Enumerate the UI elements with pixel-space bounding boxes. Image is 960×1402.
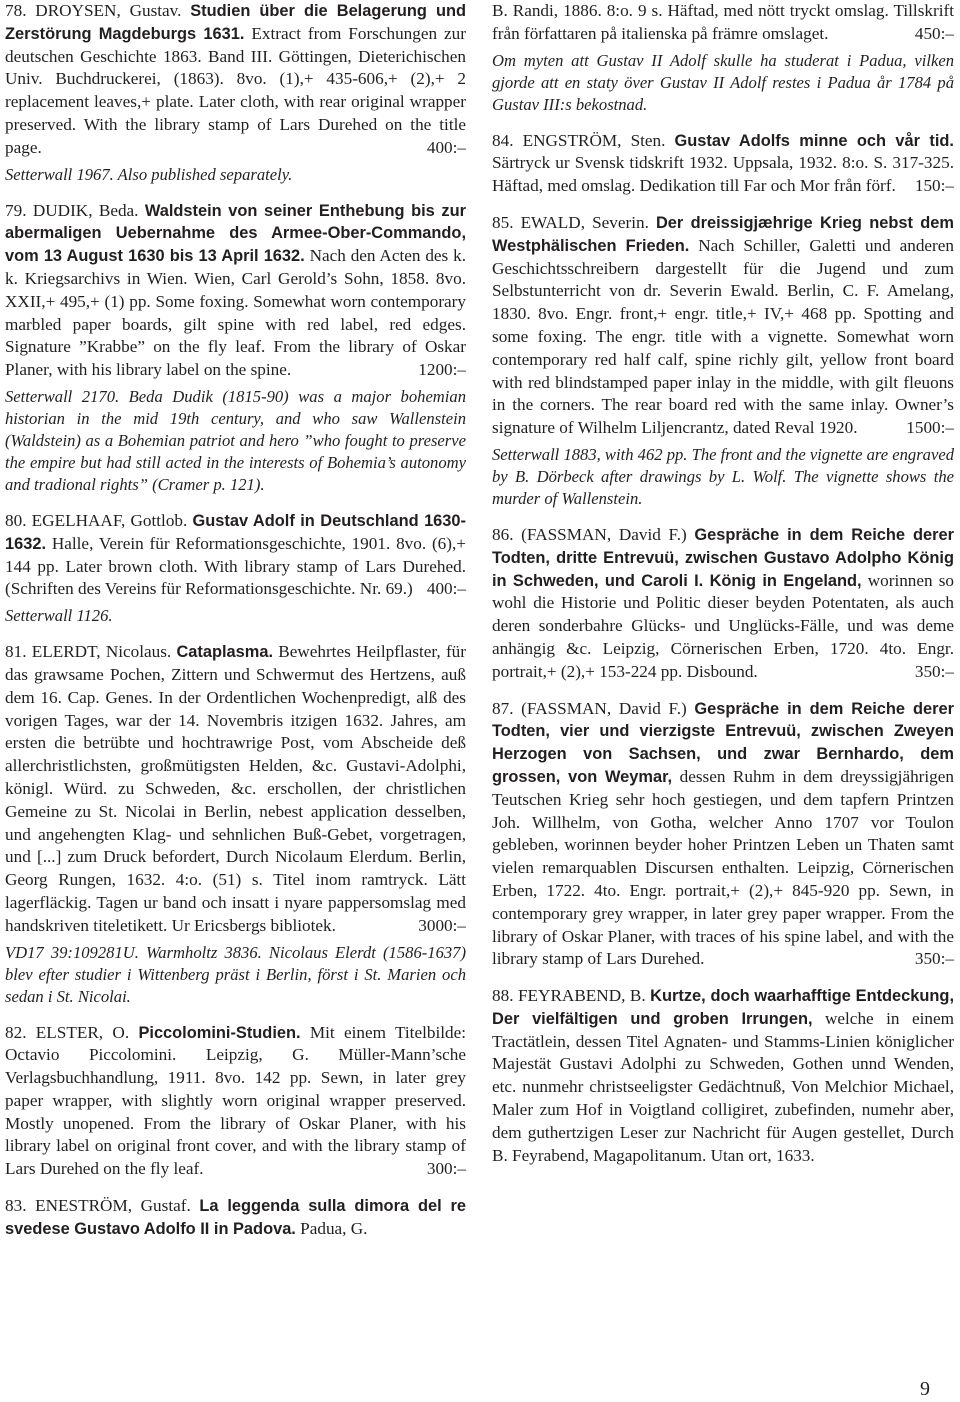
entry-heading: 85. EWALD, Severin.	[492, 212, 656, 232]
entry-heading: 84. ENGSTRÖM, Sten.	[492, 130, 675, 150]
catalogue-entry	[5, 200, 466, 496]
entry-text	[5, 510, 466, 601]
entry-body: welche in einem Tractätlein, dessen Titel Agnaten- und Stamms-Linien königlicher Majestät Gustavi Adolphi zu Schweden, Gothen unnd Wenden, etc. nunmehr christseeligster Gedächtnuß, Von Melchior Michael, Maler zum Hof in Voigtland colligiret, zubefinden, numehr aber, dem guthertzigen Leser zur Nachricht für Augen gestellet, Durch B. Feyrabend, Magapolitanum. Utan ort, 1633.	[492, 1008, 954, 1165]
entry-note: Setterwall 1126.	[5, 606, 113, 626]
entry-body: Bewehrtes Heilpflaster, für das grawsame Pochen, Zittern und Schwermut des Hertzens, auß dem 16. Cap. Genes. In der Ordentlichen Wochenpredigt, alß des vorigen Tages, war der 14. Novembris itzigen 1632. Jahres, am ersten die betrübte und hochtrawrige Post, vom Abscheide deß allerchristlichsten, großmütigsten Helden, &c. Gustavi-Adolphi, königl. Würd. zu Schweden, &c. erschollen, der christlichen Gemeine zu St. Nicolai in Berlin, nebest application desselben, und angehengten Klag- und sehnlichen Buß-Gebet, vorgetragen, und [...] zum Druck befordert, Durch Nicolaum Elerdum. Berlin, Georg Rungen, 1632. 4:o. (51) s. Titel inom ramtryck. Lätt lagerfläckig. Tagen ur band och insatt i nyare pappersomslag med handskriven titeletikett. Ur Ericsbergs bibliotek.	[5, 642, 466, 935]
page-number: 9	[920, 1378, 930, 1400]
catalogue-entry	[492, 212, 954, 510]
entry-text	[492, 524, 954, 684]
entry-body: Nach Schiller, Galetti und anderen Geschichtsschreibern dargestellt für die Jugend und zum Selbstunterricht von dr. Severin Ewald. Berlin, C. F. Amelang, 1830. 8vo. Engr. front,+ engr. title,+ IV,+ 468 pp. Spotting and some foxing. The engr. title with a vignette. Somewhat worn contemporary red half calf, spine richly gilt, yellow front board with red blindstamped paper inlay in the middle, with gilt fleuons in the corners. The rear board red with the same inlay. Owner’s signature of Wilhelm Liljencrantz, dated Reval 1920.	[492, 235, 954, 438]
entry-price: 400:–	[426, 579, 466, 599]
entry-heading: 88. FEYRABEND, B.	[492, 986, 651, 1006]
catalogue-entry	[492, 130, 954, 198]
entry-text	[5, 1195, 466, 1241]
entry-price: 3000:–	[418, 915, 466, 935]
entry-title: Cataplasma.	[176, 643, 274, 662]
catalogue-entry	[5, 1022, 466, 1182]
entry-heading: 80. EGELHAAF, Gottlob.	[5, 510, 193, 530]
entry-price: 1200:–	[418, 360, 466, 380]
entry-title: Studien über die Belagerung und Zerstörung Magdeburgs 1631.	[5, 2, 466, 43]
entry-price: 450:–	[914, 23, 954, 43]
entry-text	[492, 0, 954, 46]
entry-price: 350:–	[914, 949, 954, 969]
entry-note: Setterwall 1967. Also published separately.	[5, 164, 293, 184]
entry-price: 400:–	[426, 137, 466, 157]
entry-note: VD17 39:109281U. Warmholtz 3836. Nicolaus Elerdt (1586-1637) blev efter studier i Wittenberg präst i Berlin, först i St. Marien och sedan i St. Nicolai.	[5, 942, 466, 1006]
entry-title: Der dreissigjæhrige Krieg nebst dem Westphälischen Frieden.	[492, 213, 954, 255]
entry-title: Piccolomini-Studien.	[138, 1023, 301, 1042]
catalogue-entry	[5, 1195, 466, 1241]
entry-title: Kurtze, doch waarhafftige Entdeckung, Der vielfältigen und groben Irrungen,	[492, 987, 954, 1028]
entry-text	[492, 985, 954, 1167]
entry-text	[492, 698, 954, 972]
entry-text	[5, 1022, 466, 1182]
catalogue-entry	[5, 641, 466, 1007]
entry-heading: 81. ELERDT, Nicolaus.	[5, 642, 177, 662]
entry-heading: 82. ELSTER, O.	[5, 1022, 139, 1042]
entry-title: Waldstein von seiner Enthebung bis zur abermaligen Uebernahme des Armee-Ober-Commando, vom 13 August 1630 bis 13 April 1632.	[5, 201, 466, 266]
entry-heading: 78. DROYSEN, Gustav.	[5, 1, 191, 20]
entry-text	[492, 212, 954, 440]
catalogue-entry	[5, 0, 466, 186]
catalogue-entry	[492, 985, 954, 1167]
entry-heading: 83. ENESTRÖM, Gustaf.	[5, 1196, 200, 1216]
entry-title: Gespräche in dem Reiche derer Todten, dritte Entrevuü, zwischen Gustavo Adolpho König in Schweden, und Caroli I. König in Engeland,	[492, 525, 954, 590]
entry-heading: 87. (FASSMAN, David F.)	[492, 698, 695, 718]
entry-text	[492, 130, 954, 198]
entry-body: Extract from Forschungen zur deutschen Geschichte 1863. Band III. Göttingen, Dieterichischen Univ. Buchdruckerei, (1863). 8vo. (1),+ 435-606,+ (2),+ 2 replacement leaves,+ plate. Later cloth, with rear original wrapper preserved. With the library stamp of Lars Durehed on the title page.	[5, 23, 466, 157]
catalogue-entry	[492, 698, 954, 972]
entry-price: 350:–	[914, 661, 954, 681]
right-column	[492, 0, 954, 1167]
entry-title: Gespräche in dem Reiche derer Todten, vier und vierzigste Entrevuü, zwischen Zweyen Herzogen von Sachsen, und zwar Bernhardo, dem grossen, von Weymar,	[492, 699, 954, 786]
entry-text	[5, 0, 466, 160]
entry-body: dessen Ruhm in dem dreyssigjährigen Teutschen Krieg sehr hoch gestiegen, und dem tapfern Printzen Joh. Willhelm, von Gotha, welcher Anno 1707 vor Toulon gebleben, worinnen beyder hoher Printzen Leben un Thaten samt vielen remarquablen Discursen enthalten. Leipzig, Cörnerischen Erben, 1722. 4to. Engr. portrait,+ (2),+ 845-920 pp. Sewn, in contemporary grey wrapper, in later grey paper wrapper. From the library of Oskar Planer, with traces of his spine label, and with the library stamp of Lars Durehed.	[492, 766, 954, 969]
entry-body: Mit einem Titelbilde: Octavio Piccolomini. Leipzig, G. Müller-Mann’sche Verlagsbuchhandlung, 1911. 8vo. 142 pp. Sewn, in later grey paper wrapper, with slightly worn original wrapper preserved. Mostly unopened. From the library of Oskar Planer, with his library label on original front cover, and with the library stamp of Lars Durehed on the fly leaf.	[5, 1022, 466, 1179]
entry-note: Setterwall 2170. Beda Dudik (1815-90) was a major bohemian historian in the mid 19th century, and who saw Wallenstein (Waldstein) as a Bohemian patriot and hero ”who fought to preserve the empire but had still acted in the interests of Bohemia’s autonomy and tradional rights” (Cramer p. 121).	[5, 386, 466, 494]
entry-body: B. Randi, 1886. 8:o. 9 s. Häftad, med nött tryckt omslag. Tillskrift från författaren på italienska på främre omslaget.	[492, 1, 954, 43]
entry-text	[5, 641, 466, 937]
entry-body: Särtryck ur Svensk tidskrift 1932. Uppsala, 1932. 8:o. S. 317-325. Häftad, med omslag. Dedikation till Far och Mor från förf.	[492, 153, 954, 196]
entry-price: 150:–	[914, 176, 954, 196]
entry-price: 300:–	[426, 1159, 466, 1179]
entry-heading: 79. DUDIK, Beda.	[5, 200, 145, 220]
catalogue-entry	[5, 510, 466, 627]
catalogue-entry	[492, 0, 954, 116]
entry-body: Nach den Acten des k. k. Kriegsarchivs in Wien. Wien, Carl Gerold’s Sohn, 1858. 8vo. XXII,+ 495,+ (1) pp. Some foxing. Somewhat worn contemporary marbled paper boards, gilt spine with red label, red edges. Signature ”Krabbe” on the fly leaf. From the library of Oskar Planer, with his library label on the spine.	[5, 246, 466, 380]
entry-note: Setterwall 1883, with 462 pp. The front and the vignette are engraved by B. Dörbeck after drawings by L. Wolf. The vignette shows the murder of Wallenstein.	[492, 444, 954, 508]
entry-title: Gustav Adolf in Deutschland 1630-1632.	[5, 511, 466, 553]
catalogue-entry	[492, 524, 954, 684]
entry-note: Om myten att Gustav II Adolf skulle ha studerat i Padua, vilken gjorde att en staty över Gustav II Adolf restes i Padua år 1784 på Gustav III:s bekostnad.	[492, 50, 954, 114]
entry-body: Padua, G.	[295, 1218, 368, 1238]
entry-title: La leggenda sulla dimora del re svedese Gustavo Adolfo II in Padova.	[5, 1197, 466, 1238]
entry-body: Halle, Verein für Reformationsgeschichte, 1901. 8vo. (6),+ 144 pp. Later brown cloth. With library stamp of Lars Durehed. (Schriften des Vereins für Reformationsgeschichte. Nr. 69.)	[5, 533, 466, 599]
entry-heading: 86. (FASSMAN, David F.)	[492, 524, 695, 544]
entry-body: worinnen so wohl die Historie und Politic dieser beyden Potentaten, als auch deren sonderbahre Glücks- und Unglücks-Fälle, und was deme anhängig &c. Leipzig, Cörnerischen Erben, 1720. 4to. Engr. portrait,+ (2),+ 153-224 pp. Disbound.	[492, 570, 955, 681]
entry-text	[5, 200, 466, 382]
entry-price: 1500:–	[906, 418, 954, 438]
left-column	[5, 0, 466, 1241]
entry-title: Gustav Adolfs minne och vår tid.	[674, 131, 954, 150]
